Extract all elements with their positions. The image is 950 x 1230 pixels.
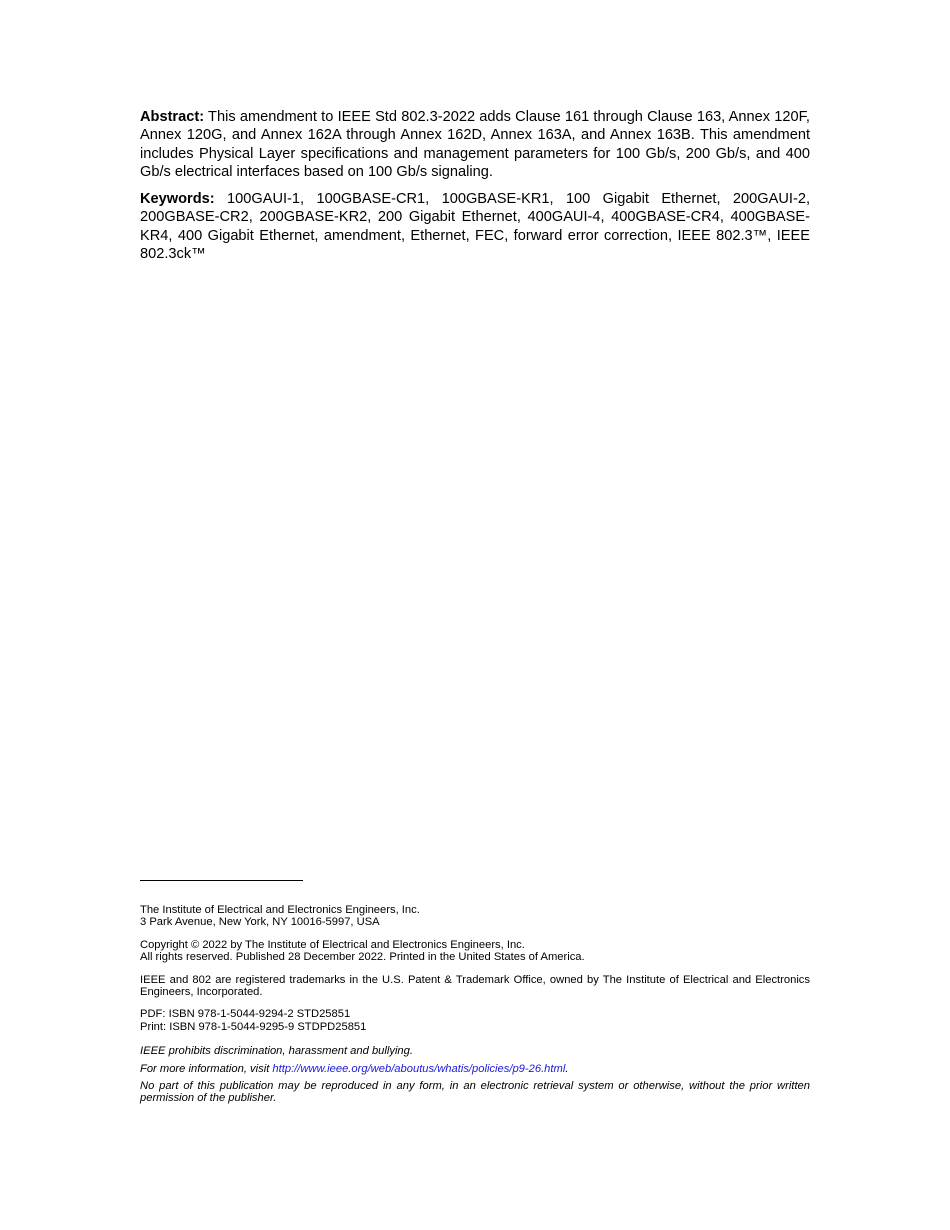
isbn-print: Print: ISBN 978-1-5044-9295-9 STDPD25851 [140, 1020, 367, 1033]
trademark-notice: IEEE and 802 are registered trademarks in the U.S. Patent & Trademark Office, owned by The Institute of Electrical and Electronics Engineers, Incorporated. [140, 973, 810, 999]
publisher-address [140, 904, 810, 929]
address-line-2: 3 Park Avenue, New York, NY 10016-5997, USA [140, 916, 380, 929]
more-info-prefix: For more information, visit [140, 1062, 273, 1075]
keywords-text: 100GAUI-1, 100GBASE-CR1, 100GBASE-KR1, 100 Gigabit Ethernet, 200GAUI-2, 200GBASE-CR2, 200GBASE-KR2, 200 Gigabit Ethernet, 400GAUI-4, 400GBASE-CR4, 400GBASE-KR4, 400 Gigabit Ethernet, amendment, Ethernet, FEC, forward error correction, IEEE 802.3™, IEEE 802.3ck™ [140, 191, 810, 263]
abstract-paragraph [140, 108, 810, 181]
policy-link[interactable]: http://www.ieee.org/web/aboutus/whatis/policies/p9-26.html [272, 1062, 566, 1075]
copyright-notice [140, 939, 810, 964]
more-info-suffix: . [565, 1062, 569, 1075]
footnote-rule [140, 880, 303, 881]
copyright-line-1: Copyright © 2022 by The Institute of Electrical and Electronics Engineers, Inc. [140, 938, 525, 951]
abstract-label: Abstract: [140, 109, 205, 125]
abstract-text: This amendment to IEEE Std 802.3-2022 adds Clause 161 through Clause 163, Annex 120F, Annex 120G, and Annex 162A through Annex 162D, Annex 163A, and Annex 163B. This amendment includes Physical Layer specifications and management parameters for 100 Gb/s, 200 Gb/s, and 400 Gb/s electrical interfaces based on 100 Gb/s signaling. [140, 109, 810, 180]
publication-footer [140, 880, 810, 1110]
reproduction-notice: No part of this publication may be reproduced in any form, in an electronic retrieval system or otherwise, without the prior written permission of the publisher. [140, 1080, 810, 1105]
keywords-paragraph [140, 190, 810, 263]
address-line-1: The Institute of Electrical and Electronics Engineers, Inc. [140, 904, 420, 916]
more-info-line [140, 1063, 810, 1075]
policy-statement: IEEE prohibits discrimination, harassment and bullying. [140, 1045, 413, 1058]
isbn-pdf: PDF: ISBN 978-1-5044-9294-2 STD25851 [140, 1008, 351, 1021]
keywords-label: Keywords: [140, 191, 215, 208]
copyright-line-2: All rights reserved. Published 28 December 2022. Printed in the United States of America. [140, 951, 585, 964]
document-page [140, 108, 810, 263]
isbn-block [140, 1008, 810, 1033]
